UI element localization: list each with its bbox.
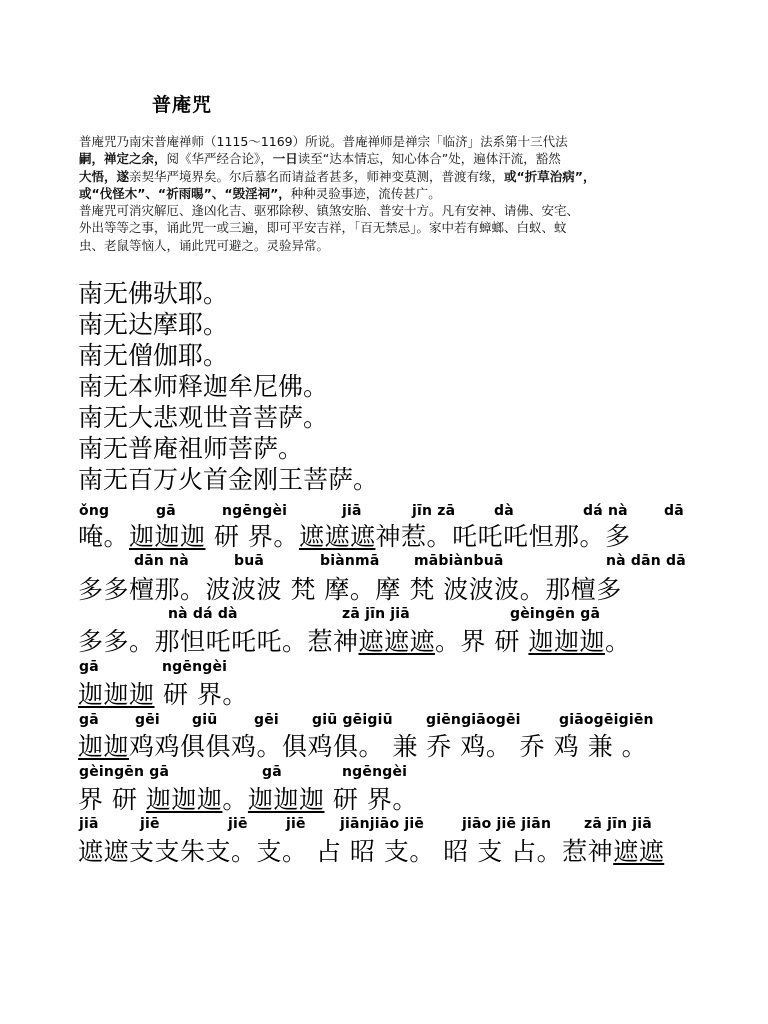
pinyin-annotation: nà dá dà [168, 606, 238, 622]
pinyin-annotation: giū [192, 712, 218, 728]
pinyin-annotation: ngēngèi [222, 503, 288, 519]
pinyin-annotation: buā [234, 553, 265, 569]
chant-line: 多多檀那。波波波 梵 摩。摩 梵 波波波。那檀多 [78, 575, 622, 604]
pinyin-annotation: jiāo jiē jiān [462, 816, 552, 832]
chant-text: 界 研 [78, 785, 146, 814]
intro-bold-text: 或“折草治病”， [504, 168, 596, 184]
chant-text-underlined: 迦迦迦 [78, 680, 155, 709]
chant-text: 研 界。 [162, 680, 248, 709]
pinyin-annotation: jiē [228, 816, 248, 832]
chant-text-underlined: 遮遮 [613, 837, 665, 866]
chant-text-underlined: 迦迦迦 [129, 522, 206, 551]
chant-line [78, 727, 647, 763]
pinyin-annotation: gā [156, 503, 176, 519]
pinyin-annotation: gēi [254, 712, 279, 728]
chant-text-underlined: 迦迦 [78, 732, 130, 761]
pinyin-annotation: biànmā [320, 553, 380, 569]
intro-line [79, 168, 701, 185]
intro-bold-text: 大悟，遂 [79, 168, 130, 184]
chant-text: 唵。 [78, 522, 130, 551]
pinyin-annotation: gēi [135, 712, 160, 728]
pinyin-annotation: dá nà [583, 503, 628, 519]
intro-line [79, 150, 701, 167]
intro-line [79, 202, 701, 219]
intro-text: 普庵咒乃南宋普庵禅师（1115～1169）所说。普庵禅师是禅宗「临济」法系第十三代法 [79, 134, 568, 149]
chant-text: 。 [604, 627, 631, 656]
pinyin-annotation: giū gēigiū [312, 712, 393, 728]
intro-line [79, 185, 701, 202]
pinyin-annotation: gā [79, 712, 99, 728]
pinyin-annotation: jiē [286, 816, 306, 832]
pinyin-annotation: gā [262, 764, 282, 780]
chant-line [78, 622, 630, 658]
pinyin-annotation: gèingēn gā [510, 606, 601, 622]
invocation-line: 南无百万火首金刚王菩萨。 [78, 465, 379, 494]
chant-text: 神惹。吒吒吒怛那。多 [375, 522, 631, 551]
pinyin-annotation: ngēngèi [342, 764, 408, 780]
pinyin-annotation: zā jīn jiā [342, 606, 410, 622]
intro-text: 虫、老鼠等恼人，诵此咒可避之。灵验异常。 [79, 237, 330, 253]
invocation-line: 南无达摩耶。 [78, 310, 229, 339]
chant-text-underlined: 迦迦迦 [528, 627, 605, 656]
chant-text: 研 界。 [324, 785, 418, 814]
chant-text: 鸡鸡俱俱鸡。俱鸡俱。 兼 乔 鸡。 乔 鸡 兼 。 [129, 732, 648, 761]
chant-text: 。 [222, 785, 248, 814]
pinyin-annotation: jiā [79, 816, 99, 832]
intro-line [79, 237, 701, 254]
pinyin-annotation: dà [494, 503, 514, 519]
intro-text: 阅《华严经合论》， [166, 151, 273, 167]
chant-text: 。界 研 [435, 627, 529, 656]
intro-text: 亲契华严境界矣。尔后慕名而请益者甚多，师神变莫测，普渡有缘， [129, 168, 505, 184]
chant-line [78, 517, 630, 553]
pinyin-annotation: gèingēn gā [79, 764, 170, 780]
pinyin-annotation: nà dān dā [606, 553, 686, 569]
intro-text: 外出等等之事，诵此咒一或三遍，即可平安吉祥，「百无禁忌」。家中若有蟑螂、白蚁、蚊 [79, 220, 567, 236]
invocation-line: 南无普庵祖师菩萨。 [78, 434, 304, 463]
chant-line [78, 780, 418, 816]
chant-text: 遮遮支支朱支。支。 占 昭 支。 昭 支 占。惹神 [78, 837, 614, 866]
invocation-line: 南无僧伽耶。 [78, 341, 229, 370]
pinyin-annotation: gā [79, 659, 99, 675]
intro-bold-text: 嗣，禅定之余， [79, 151, 167, 167]
pinyin-annotation: zā jīn jiā [584, 816, 652, 832]
chant-text: 研 界。 [213, 522, 299, 551]
intro-line [79, 219, 701, 236]
chant-text-underlined: 遮遮遮 [298, 522, 376, 551]
pinyin-annotation: jiē [140, 816, 160, 832]
pinyin-annotation: dā [664, 503, 684, 519]
chant-line [78, 675, 248, 711]
invocation-list [78, 278, 378, 495]
pinyin-annotation: giāogēigiēn [559, 712, 654, 728]
pinyin-annotation: ngēngèi [162, 659, 228, 675]
intro-line [79, 133, 701, 150]
intro-bold-text: 一日 [272, 151, 298, 167]
pinyin-annotation: jiā [342, 503, 362, 519]
pinyin-annotation: jiānjiāo jiē [340, 816, 425, 832]
pinyin-annotation: mābiànbuā [414, 553, 504, 569]
chant-text: 多多。那怛吒吒吒。惹神 [78, 627, 359, 656]
intro-text: 普庵咒可消灾解厄、逢凶化吉、驱邪除秽、镇煞安胎、普安十方。凡有安神、请佛、安宅、 [79, 203, 580, 219]
chant-text-underlined: 迦迦迦 [145, 785, 223, 814]
invocation-line: 南无大悲观世音菩萨。 [78, 403, 329, 432]
intro-text: 读至“达本情忘，知心体合”处，遍体汗流，豁然 [297, 151, 561, 167]
chant-line [78, 832, 664, 868]
intro-text: 种种灵验事迹，流传甚广。 [290, 185, 441, 201]
chant-text-underlined: 迦迦迦 [247, 785, 325, 814]
pinyin-annotation: dān nà [134, 553, 189, 569]
invocation-line: 南无本师释迦牟尼佛。 [78, 372, 329, 401]
pinyin-annotation: ǒng [79, 503, 110, 519]
invocation-line: 南无佛驮耶。 [78, 279, 229, 308]
chant-text-underlined: 遮遮遮 [358, 627, 436, 656]
intro-paragraph [79, 133, 701, 254]
intro-bold-text: 或“伐怪木”、“祈雨晹”、“毁淫祠”， [79, 185, 291, 201]
pinyin-annotation: giēngiāogēi [426, 712, 521, 728]
pinyin-annotation: jīn zā [412, 503, 456, 519]
page-title: 普庵咒 [152, 94, 213, 116]
